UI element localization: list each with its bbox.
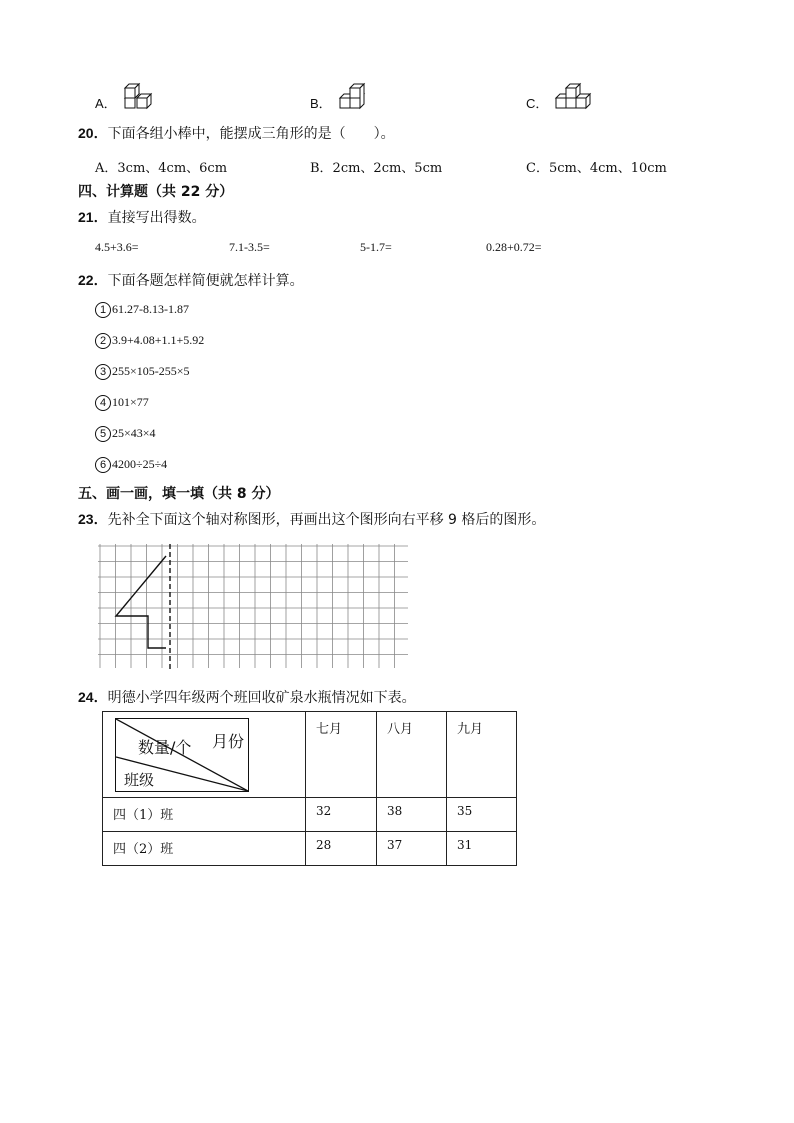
option-letter: A． xyxy=(95,96,117,111)
section-title: 四、计算题（共 22 分） xyxy=(78,184,234,200)
value-cell: 38 xyxy=(377,798,447,832)
simplify-item-4 xyxy=(95,395,149,411)
question-22 xyxy=(78,270,304,290)
question-23 xyxy=(78,509,545,529)
question-text: 直接写出得数。 xyxy=(107,210,206,226)
q20-option-b[interactable]: B．2cm、2cm、5cm xyxy=(310,161,443,176)
simplify-item-6 xyxy=(95,457,167,473)
question-text: 下面各组小棒中，能摆成三角形的是（ ）。 xyxy=(107,126,395,142)
recycling-table xyxy=(102,711,517,866)
circled-number: 3 xyxy=(95,364,111,380)
circled-number: 6 xyxy=(95,457,111,473)
value-cell: 32 xyxy=(306,798,377,832)
month-header: 八月 xyxy=(377,712,447,798)
header-class-label: 班级 xyxy=(124,771,155,789)
half-figure xyxy=(116,556,166,648)
header-quantity-label: 数量/个 xyxy=(138,738,192,757)
header-month-label: 月份 xyxy=(211,732,244,751)
q20-option-c[interactable]: C．5cm、4cm、10cm xyxy=(526,161,667,176)
expression: 25×43×4 xyxy=(112,426,156,440)
question-text: 先补全下面这个轴对称图形，再画出这个图形向右平移 9 格后的图形。 xyxy=(107,512,546,528)
expression: 101×77 xyxy=(112,395,149,409)
question-20 xyxy=(78,123,395,143)
expression: 61.27-8.13-1.87 xyxy=(112,302,189,316)
cube-stack-c-icon xyxy=(554,82,594,112)
q20-option-a[interactable]: A．3cm、4cm、6cm xyxy=(95,161,228,176)
question-24 xyxy=(78,687,416,707)
diagonal-header-cell xyxy=(103,712,306,798)
question-number: 24． xyxy=(78,689,108,705)
circled-number: 2 xyxy=(95,333,111,349)
class-cell: 四（1）班 xyxy=(103,798,306,832)
option-letter: B． xyxy=(310,96,332,111)
expression: 3.9+4.08+1.1+5.92 xyxy=(112,333,205,347)
option-letter: C． xyxy=(526,96,549,111)
month-header: 九月 xyxy=(447,712,517,798)
simplify-item-2 xyxy=(95,333,204,349)
circled-number: 4 xyxy=(95,395,111,411)
question-number: 22． xyxy=(78,272,108,288)
table-row xyxy=(103,832,517,866)
q19-option-b[interactable] xyxy=(310,82,374,112)
q19-option-c[interactable] xyxy=(526,82,594,112)
question-number: 21． xyxy=(78,209,108,225)
question-21 xyxy=(78,207,206,227)
class-cell: 四（2）班 xyxy=(103,832,306,866)
calc-item: 5-1.7= xyxy=(360,240,392,254)
simplify-item-1 xyxy=(95,302,189,318)
cube-stack-a-icon xyxy=(123,82,159,112)
question-text: 明德小学四年级两个班回收矿泉水瓶情况如下表。 xyxy=(107,690,416,706)
calc-item: 4.5+3.6= xyxy=(95,240,139,254)
cube-stack-b-icon xyxy=(338,82,374,112)
calc-item: 0.28+0.72= xyxy=(486,240,542,254)
table-row xyxy=(103,798,517,832)
calc-item: 7.1-3.5= xyxy=(229,240,270,254)
drawing-grid[interactable] xyxy=(98,544,410,674)
question-number: 23． xyxy=(78,511,108,527)
question-number: 20． xyxy=(78,125,108,141)
section-title: 五、画一画，填一填（共 8 分） xyxy=(78,486,280,502)
value-cell: 31 xyxy=(447,832,517,866)
simplify-item-5 xyxy=(95,426,156,442)
value-cell: 28 xyxy=(306,832,377,866)
question-text: 下面各题怎样简便就怎样计算。 xyxy=(107,273,304,289)
q19-option-a[interactable] xyxy=(95,82,159,112)
expression: 4200÷25÷4 xyxy=(112,457,168,471)
circled-number: 1 xyxy=(95,302,111,318)
diagonal-header-box xyxy=(115,718,249,792)
value-cell: 35 xyxy=(447,798,517,832)
value-cell: 37 xyxy=(377,832,447,866)
simplify-item-3 xyxy=(95,364,190,380)
circled-number: 5 xyxy=(95,426,111,442)
month-header: 七月 xyxy=(306,712,377,798)
expression: 255×105-255×5 xyxy=(112,364,190,378)
